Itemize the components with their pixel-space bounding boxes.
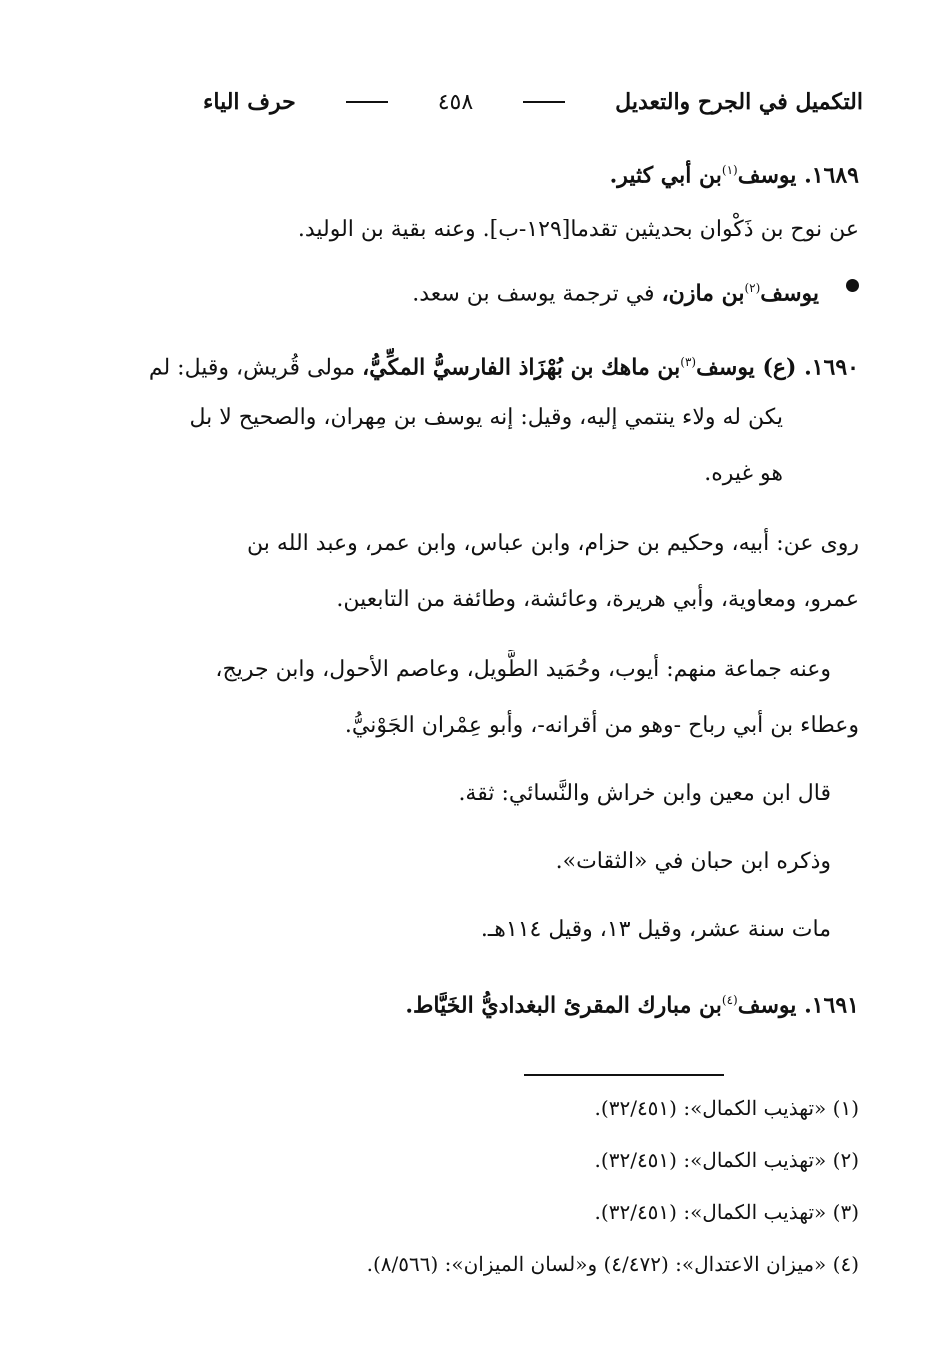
- narrated-from-line-1: روى عن: أبيه، وحكيم بن حزام، وابن عباس، وابن عمر، وعبد الله بن: [247, 531, 859, 556]
- header-dash: [523, 101, 565, 103]
- narrated-from-line-2: عمرو، ومعاوية، وأبي هريرة، وعائشة، وطائفة من التابعين.: [336, 587, 859, 612]
- entry-1690-name: ١٦٩٠. (ع) يوسف: [696, 354, 859, 381]
- narrators-line-2: وعطاء بن أبي رباح -وهو من أقرانه-، وأبو عِمْران الجَوْنيُّ.: [344, 713, 859, 738]
- mazin-name-rest: بن مازن،: [661, 280, 745, 307]
- ibn-hibban-text: وذكره ابن حبان في «الثقات».: [555, 849, 831, 874]
- narrators-line-1: وعنه جماعة منهم: أيوب، وحُمَيد الطَّويل، وعاصم الأحول، وابن جريج،: [215, 657, 831, 682]
- footnote-marker: (٢): [744, 281, 761, 295]
- section-title: حرف الياء: [203, 89, 296, 115]
- mazin-name: يوسف: [760, 280, 819, 307]
- mazin-text: في ترجمة يوسف بن سعد.: [412, 281, 662, 307]
- book-title: التكميل في الجرح والتعديل: [615, 89, 863, 115]
- entry-1689-name: ١٦٨٩. يوسف: [737, 162, 859, 189]
- footnote-separator: [524, 1074, 724, 1076]
- entry-1690-text: مولى قُريش، وقيل: لم: [148, 355, 363, 381]
- header-dash: [346, 101, 388, 103]
- footnote-marker: (١): [721, 163, 738, 177]
- page-number: ٤٥٨: [437, 89, 474, 115]
- grading-text: قال ابن معين وابن خراش والنَّسائي: ثقة.: [458, 781, 831, 806]
- entry-1689-heading: [132, 150, 859, 196]
- entry-1691-name-rest: بن مبارك المقرئ البغداديُّ الخَيَّاط.: [405, 992, 722, 1019]
- footnote-3: (٣) «تهذيب الكمال»: (٣٢/٤٥١).: [594, 1200, 859, 1224]
- entry-1690-name-rest: بن ماهك بن بُهْزَاذ الفارسيُّ المكِّيُّ،: [362, 354, 681, 381]
- entry-1690-heading: [132, 342, 859, 388]
- footnote-marker: (٤): [721, 993, 738, 1007]
- entry-1691-name: ١٦٩١. يوسف: [737, 992, 859, 1019]
- bullet-icon: [846, 279, 859, 292]
- entry-1690-text-line-2: يكن له ولاء ينتمي إليه، وقيل: إنه يوسف بن مِهران، والصحيح لا بل: [189, 405, 783, 430]
- footnote-marker: (٣): [680, 355, 697, 369]
- entry-1689-name-rest: بن أبي كثير.: [609, 162, 722, 189]
- entry-1691-heading: [132, 980, 859, 1026]
- running-header: [203, 82, 863, 122]
- footnote-1: (١) «تهذيب الكمال»: (٣٢/٤٥١).: [594, 1096, 859, 1120]
- footnote-2: (٢) «تهذيب الكمال»: (٣٢/٤٥١).: [594, 1148, 859, 1172]
- death-date-text: مات سنة عشر، وقيل ١٣، وقيل ١١٤هـ.: [480, 917, 831, 942]
- bullet-entry-mazin: [132, 268, 819, 314]
- entry-1689-text: عن نوح بن ذَكْوان بحديثين تقدما[١٢٩-ب]. وعنه بقية بن الوليد.: [297, 217, 859, 242]
- footnote-4: (٤) «ميزان الاعتدال»: (٤/٤٧٢) و«لسان الميزان»: (٨/٥٦٦).: [366, 1252, 859, 1276]
- entry-1690-text-line-3: هو غيره.: [704, 461, 783, 486]
